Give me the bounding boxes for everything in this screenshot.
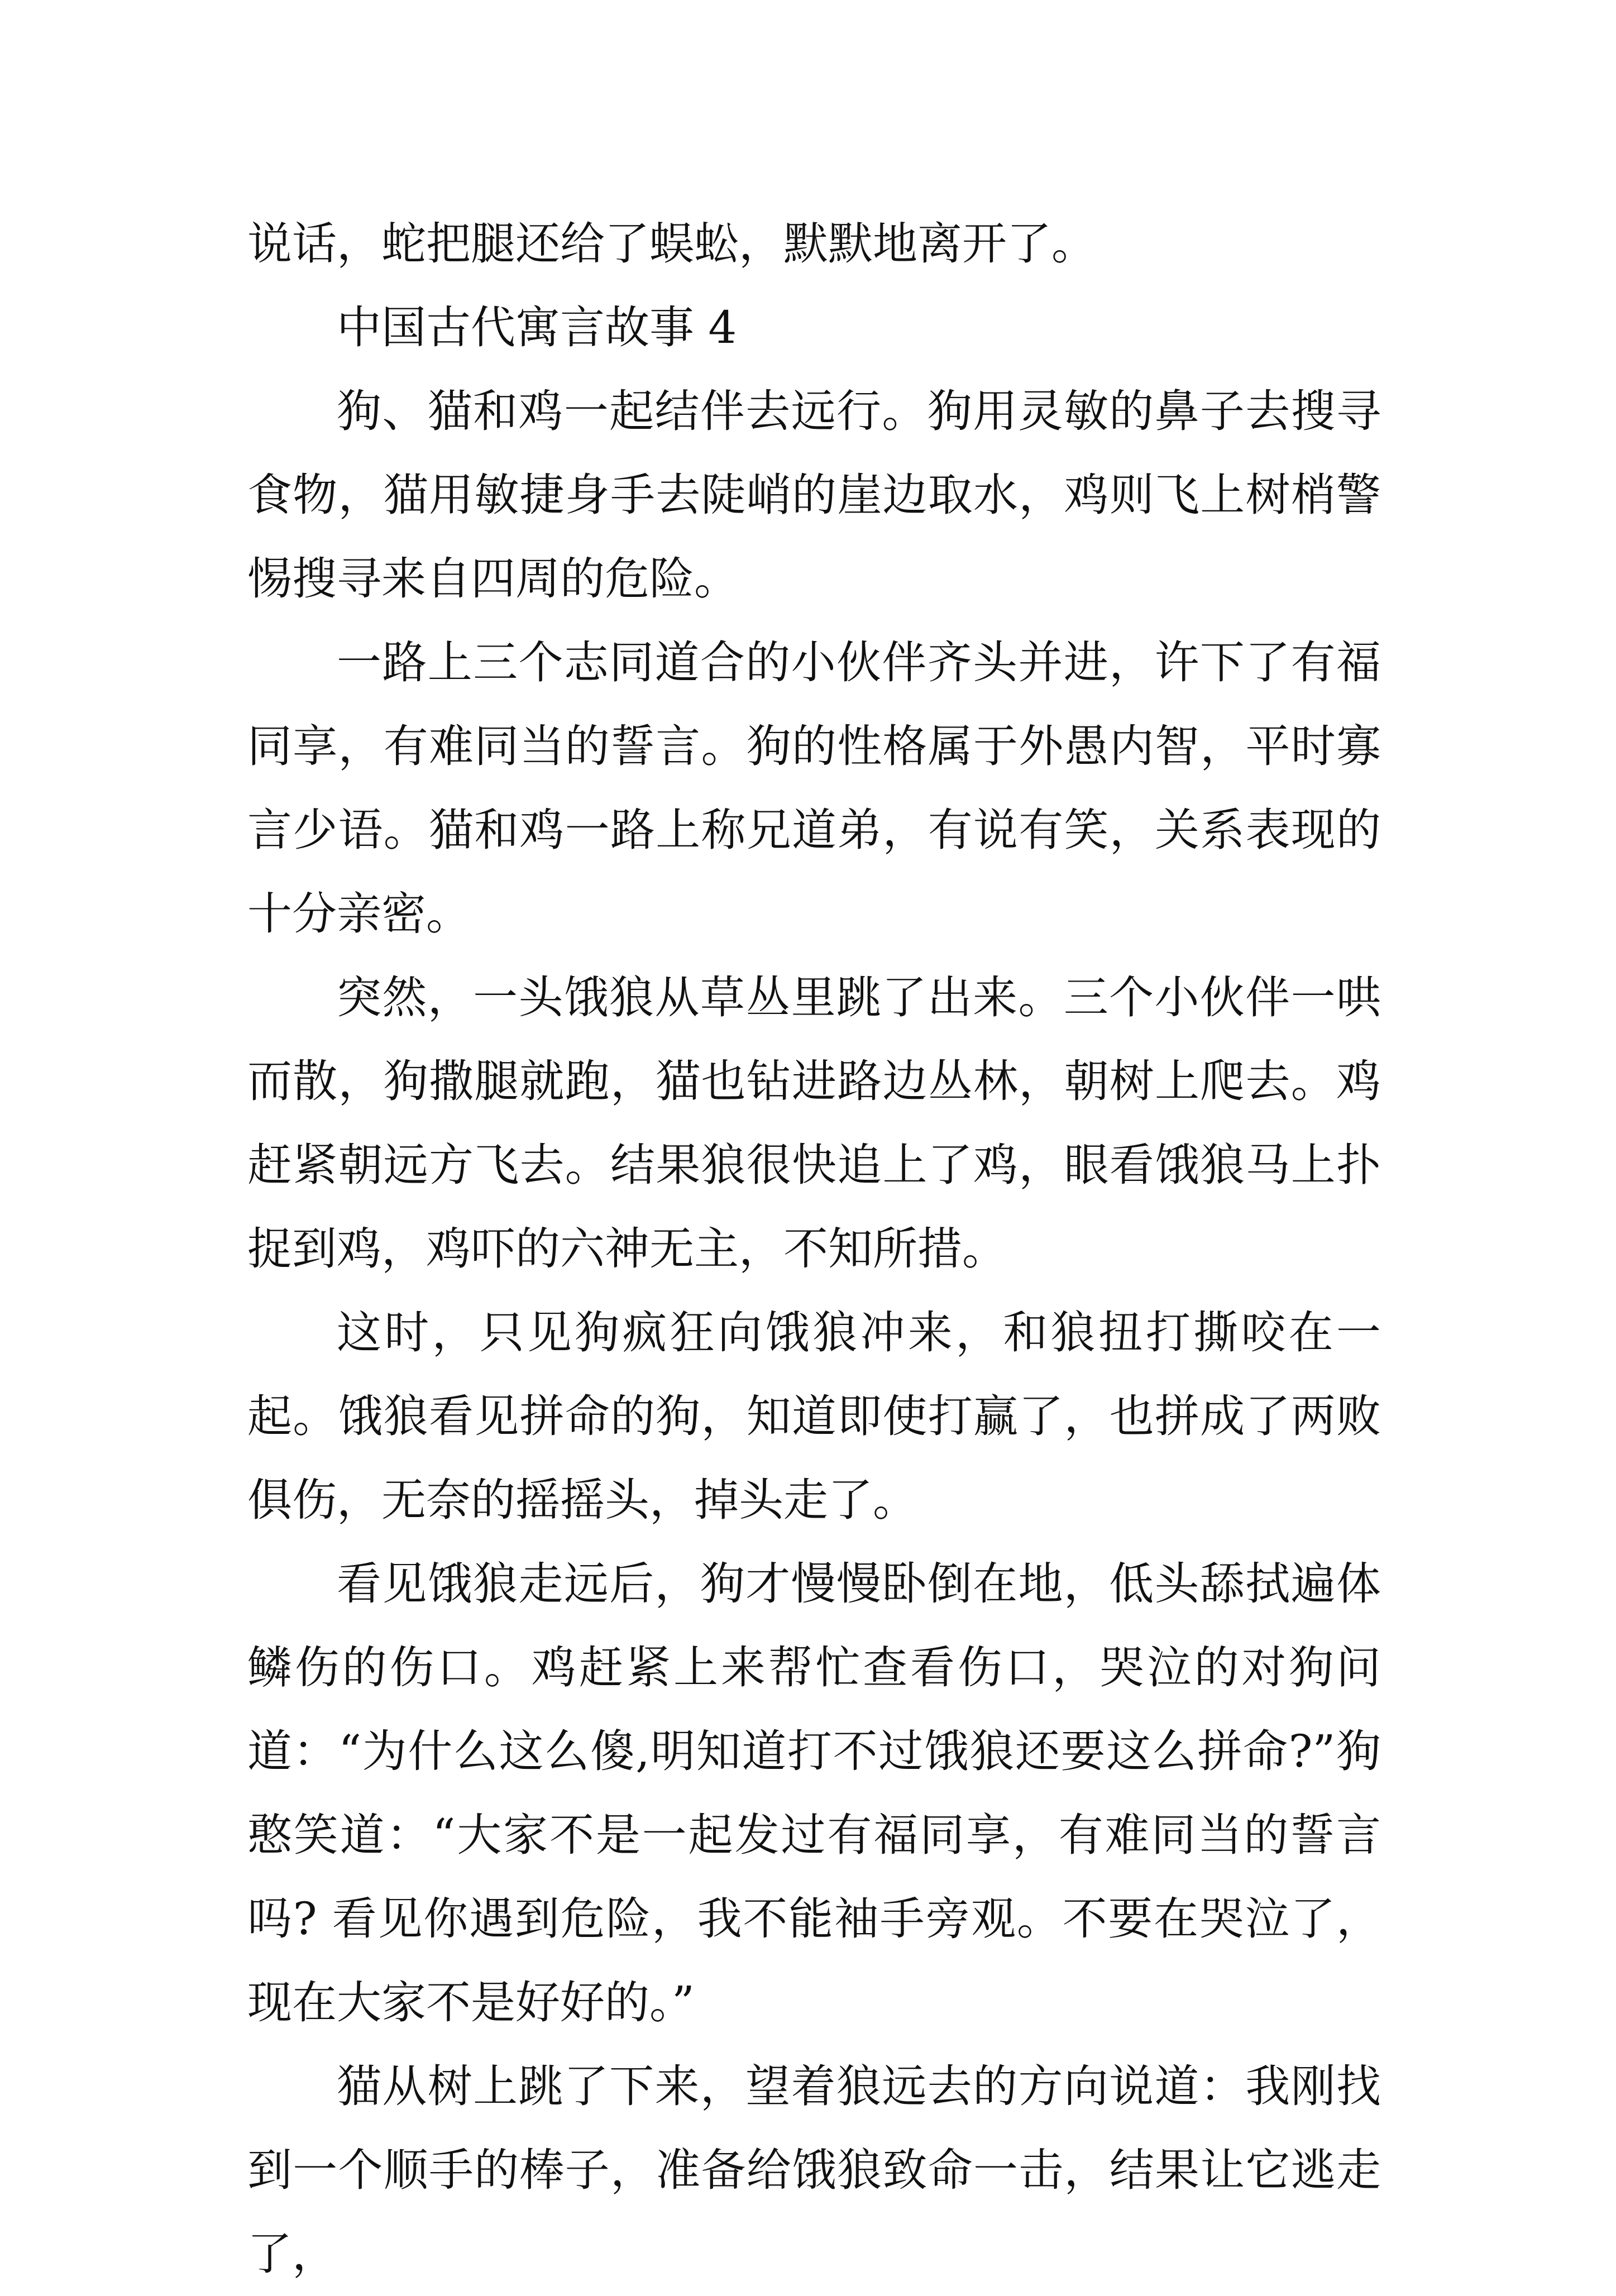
continuation-paragraph: 说话，蛇把腿还给了蜈蚣，默默地离开了。 — [247, 218, 1096, 270]
paragraph-3: 突然，一头饿狼从草丛里跳了出来。三个小伙伴一哄而散，狗撒腿就跑，猫也钻进路边丛林，朝树上爬去。鸡赶紧朝远方飞去。结果狼很快追上了鸡，眼看饿狼马上扑捉到鸡，鸡吓的六神无主，不知所措。 — [247, 972, 1381, 1275]
paragraph-4: 这时，只见狗疯狂向饿狼冲来，和狼扭打撕咬在一起。饿狼看见拼命的狗，知道即使打赢了，也拼成了两败俱伤，无奈的摇摇头，掉头走了。 — [247, 1307, 1381, 1526]
section-heading: 中国古代寓言故事 4 — [337, 302, 737, 353]
document-body — [247, 202, 1381, 2296]
paragraph-6: 猫从树上跳了下来，望着狼远去的方向说道：我刚找到一个顺手的棒子，准备给饿狼致命一击，结果让它逃走了， — [247, 2060, 1381, 2280]
paragraph-2: 一路上三个志同道合的小伙伴齐头并进，许下了有福同享，有难同当的誓言。狗的性格属于外愚内智，平时寡言少语。猫和鸡一路上称兄道弟，有说有笑，关系表现的十分亲密。 — [247, 637, 1381, 940]
paragraph-5: 看见饿狼走远后，狗才慢慢卧倒在地，低头舔拭遍体鳞伤的伤口。鸡赶紧上来帮忙查看伤口，哭泣的对狗问道：“为什么这么傻,明知道打不过饿狼还要这么拼命?”狗憨笑道：“大家不是一起发过有福同享，有难同当的誓言吗? 看见你遇到危险，我不能袖手旁观。不要在哭泣了，现在大家不是好好的。” — [247, 1558, 1381, 2029]
paragraph-1: 狗、猫和鸡一起结伴去远行。狗用灵敏的鼻子去搜寻食物，猫用敏捷身手去陡峭的崖边取水，鸡则飞上树梢警惕搜寻来自四周的危险。 — [247, 385, 1381, 605]
